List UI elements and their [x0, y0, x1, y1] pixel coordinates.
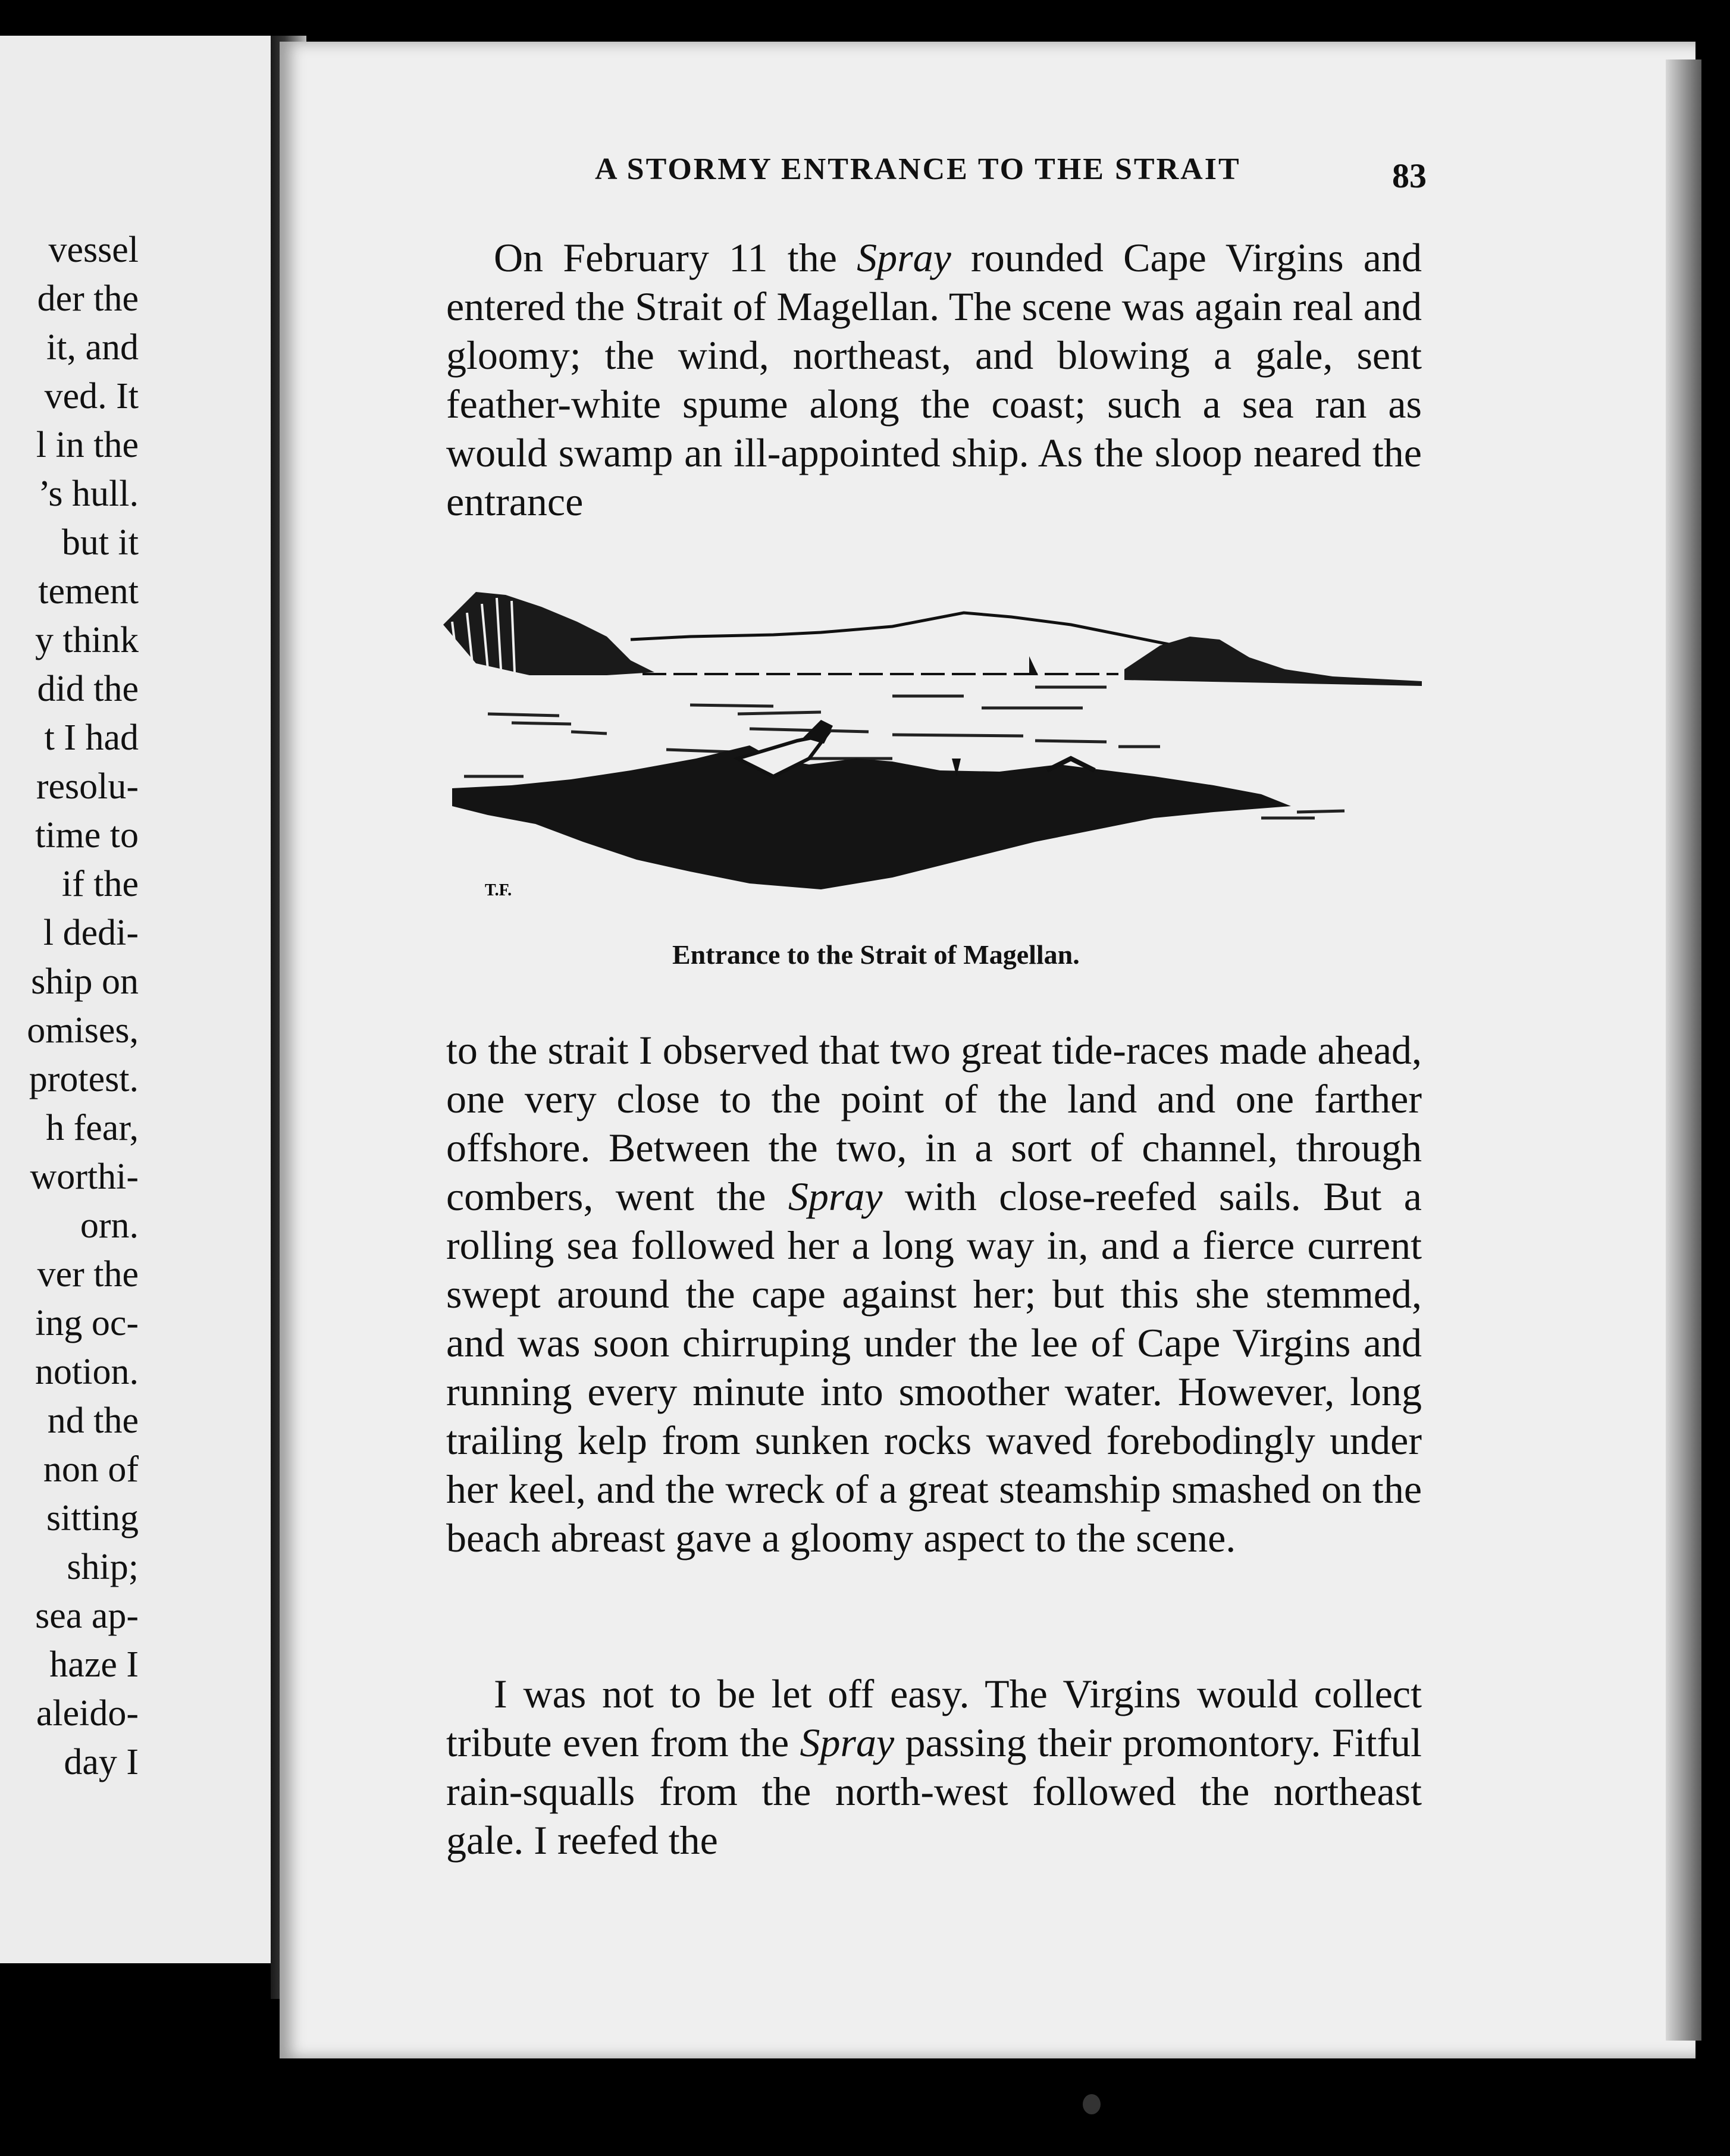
facing-line: ing oc- [35, 1303, 139, 1343]
text-run: to the strait I observed that two great tide-races made ahead, one very close to the point of the land and one farther offshore. Between the two, in a sort of channel, through combers, went the [446, 1027, 1422, 1219]
facing-line: h fear, [46, 1108, 139, 1148]
facing-line: l in the [36, 425, 139, 465]
facing-line: y think [35, 620, 139, 660]
facing-line: did the [37, 669, 139, 709]
facing-line: t I had [44, 717, 139, 758]
facing-line: ver the [37, 1254, 139, 1295]
facing-line: if the [61, 864, 139, 904]
illustration-caption: Entrance to the Strait of Magellan. [672, 939, 1080, 970]
page-edge [1666, 59, 1701, 2041]
facing-line: time to [35, 815, 139, 855]
paragraph-3 [446, 1669, 1422, 1864]
text-run: rounded Cape Virgins and entered the Strait of Magellan. The scene was again real and gloomy; the wind, northeast, and blowing a gale, sent feather-white spume along the coast; such a sea ran as would swamp an ill-appointed ship. As the sloop neared the entrance [446, 235, 1422, 524]
facing-line: but it [61, 522, 139, 563]
strait-illustration [440, 580, 1428, 925]
facing-line: l dedi- [43, 913, 139, 953]
text-run: passing their promontory. Fitful rain-squalls from the north-west followed the northeast gale. I reefed the [446, 1720, 1422, 1863]
facing-line: aleido- [36, 1693, 139, 1734]
facing-line: der the [37, 278, 139, 319]
facing-line: notion. [35, 1352, 139, 1392]
ship-name: Spray [788, 1174, 883, 1219]
running-title: A STORMY ENTRANCE TO THE STRAIT [595, 152, 1241, 186]
facing-line: nd the [47, 1400, 139, 1441]
text-run: I was not to be let off easy. The Virgins would collect tribute even from the [446, 1671, 1422, 1765]
facing-line: ship; [67, 1547, 139, 1587]
paragraph-1 [446, 233, 1422, 526]
facing-line: orn. [80, 1205, 139, 1246]
facing-line: sitting [46, 1498, 139, 1538]
facing-line: ’s hull. [38, 474, 139, 514]
facing-line: sea ap- [35, 1596, 139, 1636]
facing-line: non of [43, 1449, 139, 1490]
facing-line: haze I [49, 1644, 139, 1685]
ink-blot [1083, 2094, 1101, 2114]
paragraph-2 [446, 1026, 1422, 1562]
facing-line: tement [38, 571, 139, 612]
ship-name: Spray [857, 235, 951, 280]
facing-line: day I [64, 1742, 139, 1782]
facing-line: omises, [27, 1010, 139, 1051]
facing-line: ved. It [44, 376, 139, 416]
ship-name: Spray [800, 1720, 895, 1765]
facing-line: protest. [29, 1059, 139, 1099]
facing-line: ship on [31, 961, 139, 1002]
facing-line: worthi- [30, 1157, 139, 1197]
page-number: 83 [1392, 156, 1427, 195]
facing-line: vessel [48, 230, 139, 270]
facing-line: it, and [46, 327, 139, 368]
artist-signature: T.F. [485, 881, 512, 900]
facing-page [0, 36, 271, 1963]
text-run: On February 11 the [494, 235, 857, 280]
facing-line: resolu- [36, 766, 139, 807]
text-run: with close-reefed sails. But a rolling sea followed her a long way in, and a fierce current swept around the cape against her; but this she stemmed, and was soon chirruping under the lee of Cape Virgins and running every minute into smoother water. However, long trailing kelp from sunken rocks waved forebodingly under her keel, and the wreck of a great steamship smashed on the beach abreast gave a gloomy aspect to the scene. [446, 1174, 1422, 1560]
